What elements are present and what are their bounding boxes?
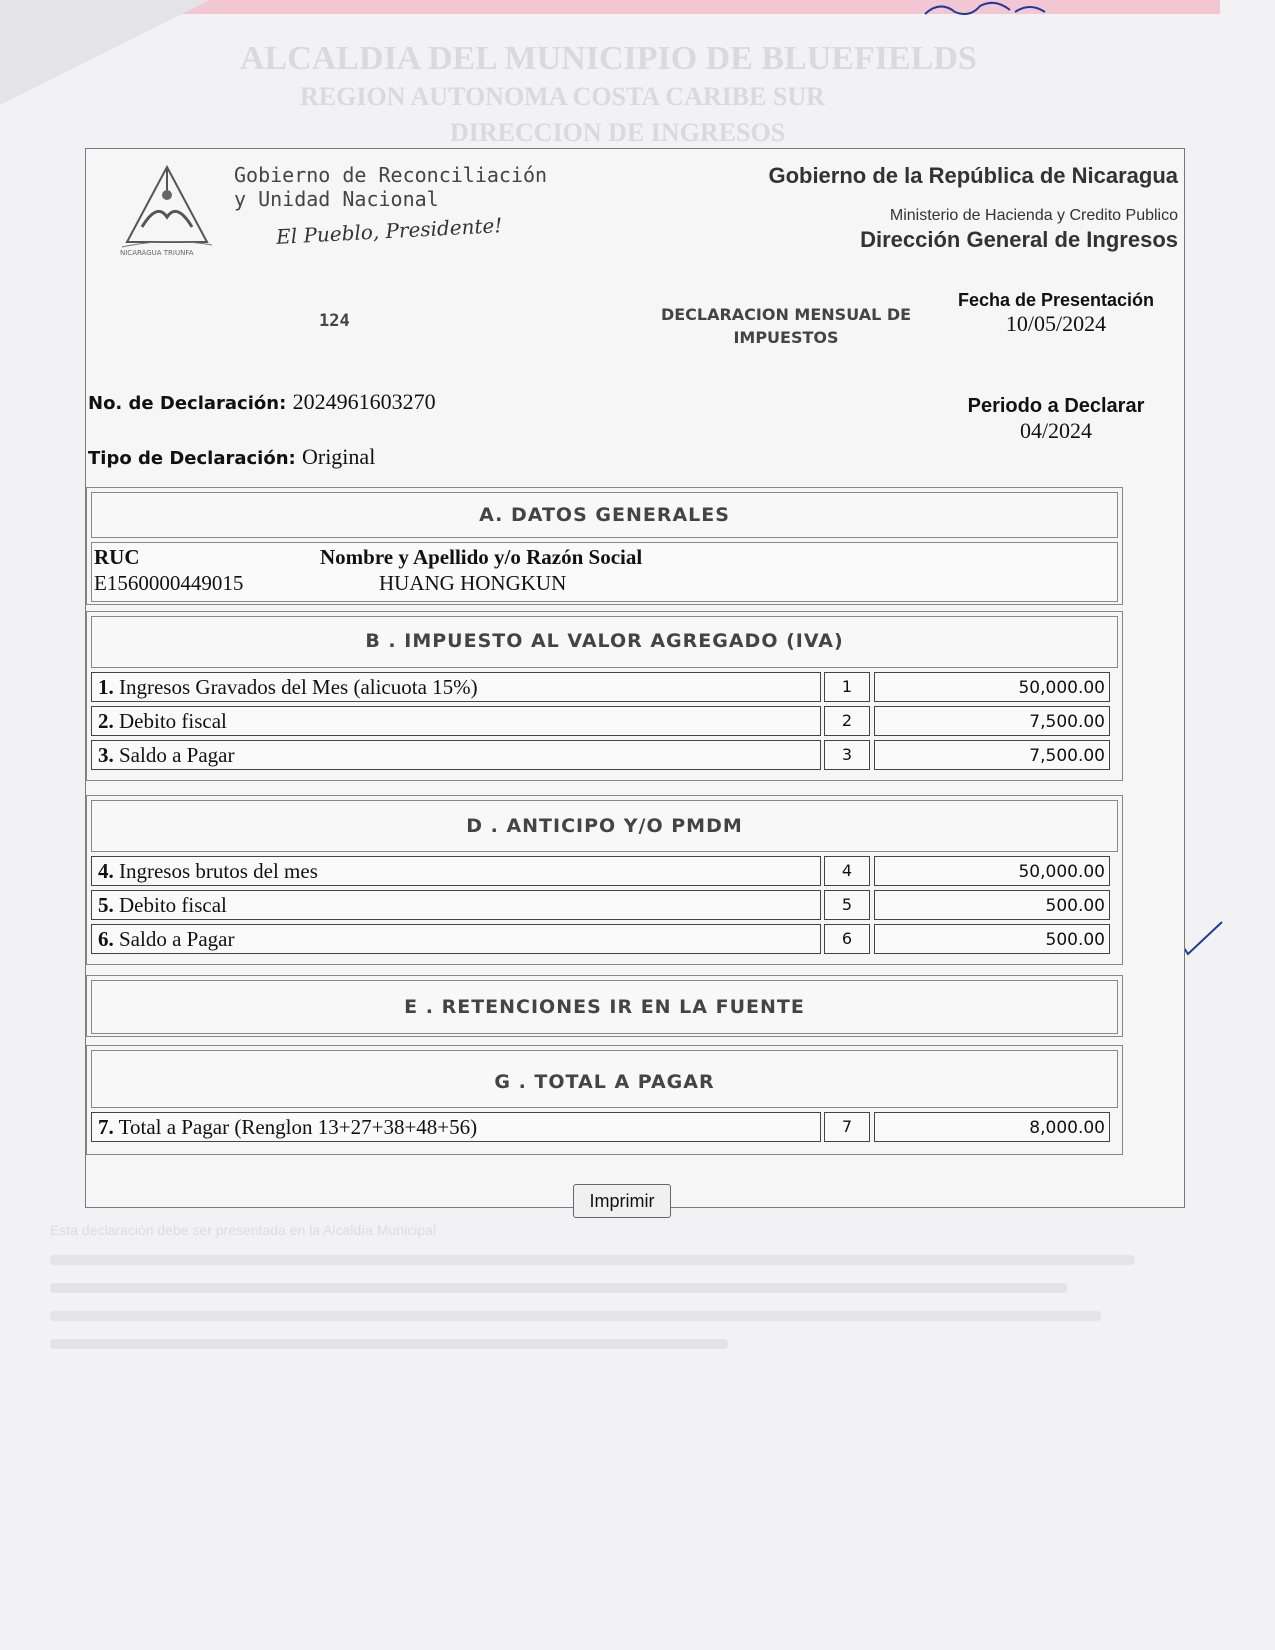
periodo-block [956, 394, 1156, 444]
line-number: 1 [824, 672, 870, 702]
line-amount: 500.00 [874, 924, 1110, 954]
line-amount: 50,000.00 [874, 672, 1110, 702]
declaration-type-label: Tipo de Declaración: [88, 448, 296, 469]
section-e-retenciones [86, 975, 1123, 1037]
periodo-label: Periodo a Declarar [967, 395, 1145, 417]
gov-reconciliation-line2: y Unidad Nacional [234, 187, 439, 211]
table-row [91, 924, 1118, 954]
line-label: Saldo a Pagar [119, 743, 235, 767]
table-row [91, 890, 1118, 920]
line-number: 6 [824, 924, 870, 954]
section-e-title: E . RETENCIONES IR EN LA FUENTE [91, 980, 1118, 1034]
ministry-name: Ministerio de Hacienda y Credito Publico [889, 207, 1178, 224]
line-index: 2. [98, 709, 114, 733]
line-amount: 500.00 [874, 890, 1110, 920]
table-row [91, 740, 1118, 770]
name-value: HUANG HONGKUN [379, 571, 567, 595]
form-title: DECLARACION MENSUAL DE IMPUESTOS [660, 305, 912, 347]
fecha-block [956, 289, 1156, 337]
ghost-heading-3: DIRECCION DE INGRESOS [450, 118, 786, 147]
line-number: 3 [824, 740, 870, 770]
government-logo-icon [112, 157, 222, 267]
tax-declaration-form [85, 148, 1185, 1208]
name-label: Nombre y Apellido y/o Razón Social [320, 545, 643, 569]
section-g-title: G . TOTAL A PAGAR [91, 1050, 1118, 1108]
ruc-label: RUC [94, 545, 140, 569]
line-amount: 7,500.00 [874, 706, 1110, 736]
declaration-type-value: Original [301, 444, 376, 469]
form-number: 124 [319, 311, 350, 331]
ghost-bleed-text [50, 1215, 1180, 1367]
ruc-value: E1560000449015 [94, 571, 244, 595]
line-amount: 7,500.00 [874, 740, 1110, 770]
directorate-name: Dirección General de Ingresos [860, 227, 1178, 252]
section-g-total [86, 1045, 1123, 1155]
line-label: Debito fiscal [119, 893, 227, 917]
line-label: Ingresos Gravados del Mes (alicuota 15%) [119, 675, 478, 699]
line-number: 4 [824, 856, 870, 886]
line-label: Debito fiscal [119, 709, 227, 733]
declaration-type-field [88, 444, 375, 470]
fecha-value: 10/05/2024 [1005, 311, 1107, 336]
line-index: 6. [98, 927, 114, 951]
ghost-heading-2: REGION AUTONOMA COSTA CARIBE SUR [300, 82, 825, 111]
print-button[interactable]: Imprimir [573, 1184, 671, 1218]
declaration-number-value: 2024961603270 [292, 389, 436, 414]
line-index: 3. [98, 743, 114, 767]
table-row [91, 1112, 1118, 1142]
line-amount: 50,000.00 [874, 856, 1110, 886]
ghost-heading-1: ALCALDIA DEL MUNICIPIO DE BLUEFIELDS [240, 40, 977, 77]
ghost-note: Esta declaración debe ser presentada en la Alcaldía Municipal [50, 1222, 437, 1238]
taxpayer-box [91, 542, 1118, 602]
line-index: 4. [98, 859, 114, 883]
line-number: 2 [824, 706, 870, 736]
declaration-number-label: No. de Declaración: [88, 393, 287, 414]
line-amount: 8,000.00 [874, 1112, 1110, 1142]
declaration-number-field [88, 389, 436, 415]
line-label: Total a Pagar (Renglon 13+27+38+48+56) [118, 1115, 478, 1139]
folded-corner [0, 0, 210, 105]
section-b-title: B . IMPUESTO AL VALOR AGREGADO (IVA) [91, 616, 1118, 668]
line-number: 5 [824, 890, 870, 920]
table-row [91, 672, 1118, 702]
line-number: 7 [824, 1112, 870, 1142]
line-label: Ingresos brutos del mes [119, 859, 318, 883]
periodo-value: 04/2024 [1019, 418, 1093, 443]
ink-scribble-icon [920, 0, 1080, 20]
republic-title: Gobierno de la República de Nicaragua [768, 163, 1178, 188]
line-index: 7. [98, 1115, 114, 1139]
gov-reconciliation-line1: Gobierno de Reconciliación [234, 163, 548, 187]
section-d-anticipo [86, 795, 1123, 965]
line-label: Saldo a Pagar [119, 927, 235, 951]
table-row [91, 856, 1118, 886]
handwritten-slogan: El Pueblo, Presidente! [275, 213, 503, 249]
fecha-label: Fecha de Presentación [957, 290, 1155, 310]
table-row [91, 706, 1118, 736]
section-b-iva [86, 611, 1123, 781]
line-index: 5. [98, 893, 114, 917]
section-a-title: A. DATOS GENERALES [91, 492, 1118, 538]
section-a-general-data [86, 487, 1123, 605]
section-d-title: D . ANTICIPO Y/O PMDM [91, 800, 1118, 852]
line-index: 1. [98, 675, 114, 699]
logo-caption: NICARAGUA TRIUNFA [120, 249, 194, 257]
